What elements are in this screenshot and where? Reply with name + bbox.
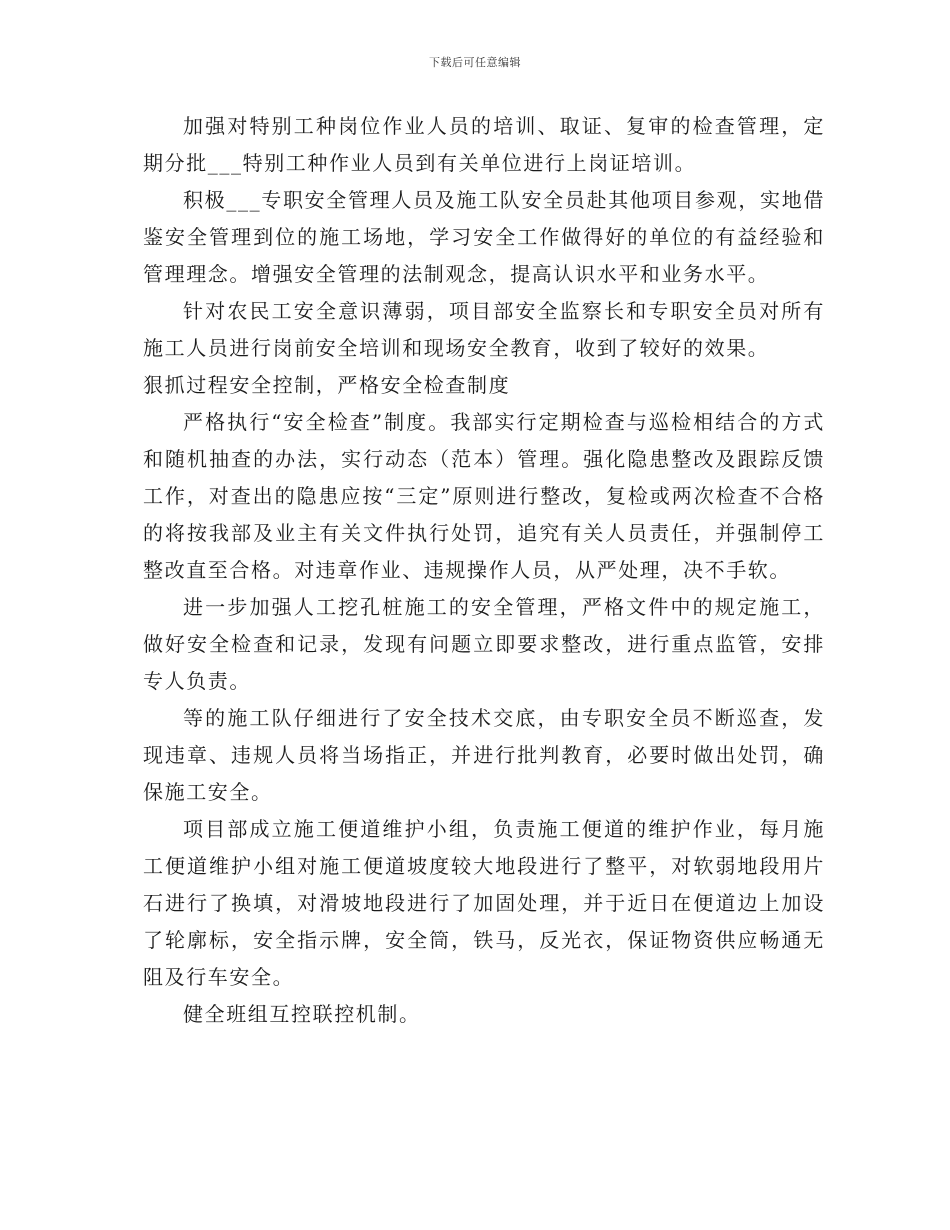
paragraph-access-road: 项目部成立施工便道维护小组，负责施工便道的维护作业，每月施工便道维护小组对施工便道坡度较大地段进行了整平，对软弱地段用片石进行了换填，对滑坡地段进行了加固处理，并于近日在便道边上加设了轮廓标，安全指示牌，安全筒，铁马，反光衣，保证物资供应畅通无阻及行车安全。: [143, 817, 825, 989]
document-body: [143, 108, 825, 1033]
paragraph-technical-briefing: 等的施工队仔细进行了安全技术交底，由专职安全员不断巡查，发现违章、违规人员将当场指正，并进行批判教育，必要时做出处罚，确保施工安全。: [143, 706, 825, 804]
paragraph-team-control: 健全班组互控联控机制。: [183, 1002, 421, 1026]
paragraph-safety-inspection: 严格执行“安全检查”制度。我部实行定期检查与巡检相结合的方式和随机抽查的办法，实行动态（范本）管理。强化隐患整改及跟踪反馈工作，对查出的隐患应按“三定”原则进行整改，复检或两次检查不合格的将按我部及业主有关文件执行处罚，追究有关人员责任，并强制停工整改直至合格。对违章作业、违规操作人员，从严处理，决不手软。: [143, 410, 825, 582]
paragraph-visit: 积极___专职安全管理人员及施工队安全员赴其他项目参观，实地借鉴安全管理到位的施工场地，学习安全工作做得好的单位的有益经验和管理理念。增强安全管理的法制观念，提高认识水平和业务水平。: [143, 188, 825, 286]
page-header: 下载后可任意编辑: [429, 56, 521, 69]
paragraph-pile-construction: 进一步加强人工挖孔桩施工的安全管理，严格文件中的规定施工，做好安全检查和记录，发现有问题立即要求整改，进行重点监管，安排专人负责。: [143, 595, 825, 693]
paragraph-training: 加强对特别工种岗位作业人员的培训、取证、复审的检查管理，定期分批___特别工种作业人员到有关单位进行上岗证培训。: [143, 114, 825, 175]
paragraph-migrant-workers: 针对农民工安全意识薄弱，项目部安全监察长和专职安全员对所有施工人员进行岗前安全培训和现场安全教育，收到了较好的效果。: [143, 299, 825, 360]
section-heading-process-control: 狠抓过程安全控制，严格安全检查制度: [143, 373, 511, 397]
